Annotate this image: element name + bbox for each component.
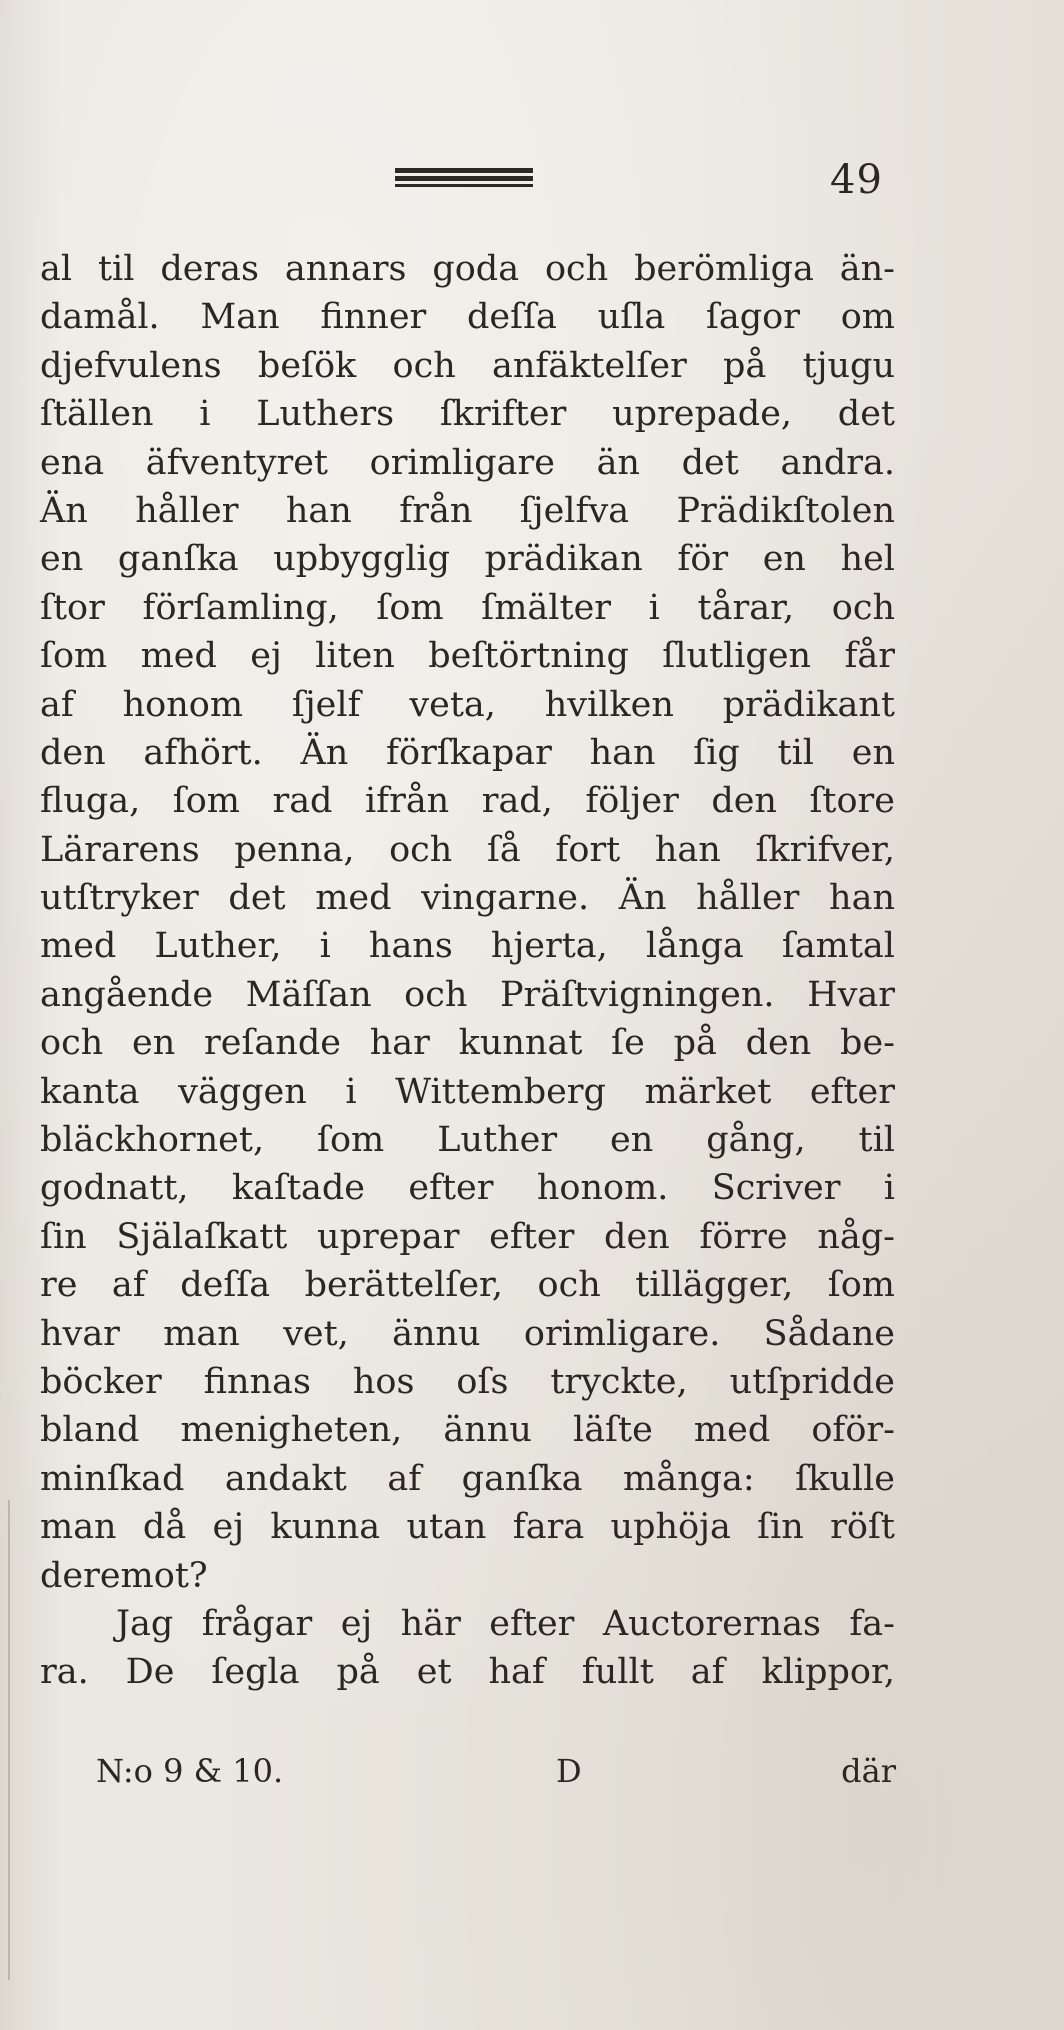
text-line: bläckhornet, ſom Luther en gång, til (40, 1120, 895, 1161)
text-line: ena äfventyret orimligare än det andra. (40, 442, 895, 483)
header-ornament (395, 168, 533, 190)
text-line: Lärarens penna, och ſå fort han ſkrifver, (40, 829, 895, 870)
text-line: angående Mäſſan och Präſtvigningen. Hvar (40, 974, 895, 1015)
text-line: med Luther, i hans hjerta, långa ſamtal (40, 926, 895, 967)
text-line: al til deras annars goda och berömliga än- (40, 249, 895, 289)
text-line: minſkad andakt af ganſka många: ſkulle (40, 1458, 895, 1499)
page-number: 49 (830, 157, 883, 203)
text-line: djefvulens beſök och anfäktelſer på tjugu (40, 345, 895, 386)
text-line: och en reſande har kunnat ſe på den be- (40, 1023, 895, 1064)
page-header (0, 157, 1064, 203)
text-line: ra. De ſegla på et haf fullt af klippor, (40, 1652, 895, 1693)
text-line: Än håller han från ſjelfva Prädikſtolen (40, 490, 895, 531)
catchword: där (841, 1752, 896, 1790)
page-footer (96, 1748, 896, 1794)
text-line: utſtryker det med vingarne. Än håller han (40, 878, 895, 919)
text-line: bland menigheten, ännu läſte med oför- (40, 1410, 895, 1451)
text-line: kanta väggen i Wittemberg märket efter (40, 1071, 895, 1112)
text-line: ſtor förſamling, ſom ſmälter i tårar, och (40, 587, 895, 628)
text-line: böcker finnas hos oſs tryckte, utſpridde (40, 1361, 895, 1402)
text-line: deremot? (40, 1555, 208, 1596)
text-line: den afhört. Än förſkapar han ſig til en (40, 732, 895, 773)
text-line: ſtällen i Luthers ſkrifter uprepade, det (40, 394, 895, 435)
page-edge-shadow (8, 1500, 10, 1980)
text-line: ſom med ej liten beſtörtning ſlutligen får (40, 636, 895, 677)
text-line: ſin Själaſkatt uprepar efter den förre någ- (40, 1216, 895, 1257)
paragraph-start-line: Jag frågar ej här efter Auctorernas fa- (116, 1603, 895, 1644)
gathering-letter: D (556, 1752, 582, 1790)
text-line: re af deſſa berättelſer, och tillägger, ſom (40, 1265, 895, 1306)
text-line: damål. Man finner deſſa uſla ſagor om (40, 297, 895, 338)
text-line: hvar man vet, ännu orimligare. Sådane (40, 1313, 895, 1354)
text-line: godnatt, kaſtade efter honom. Scriver i (40, 1168, 895, 1209)
text-line: af honom ſjelf veta, hvilken prädikant (40, 684, 895, 725)
signature-mark: N:o 9 & 10. (96, 1752, 284, 1790)
body-text (40, 245, 895, 1697)
text-line: man då ej kunna utan fara uphöja ſin röſt (40, 1507, 895, 1548)
text-line: fluga, ſom rad ifrån rad, följer den ſtore (40, 781, 895, 822)
text-line: en ganſka upbygglig prädikan för en hel (40, 539, 895, 580)
